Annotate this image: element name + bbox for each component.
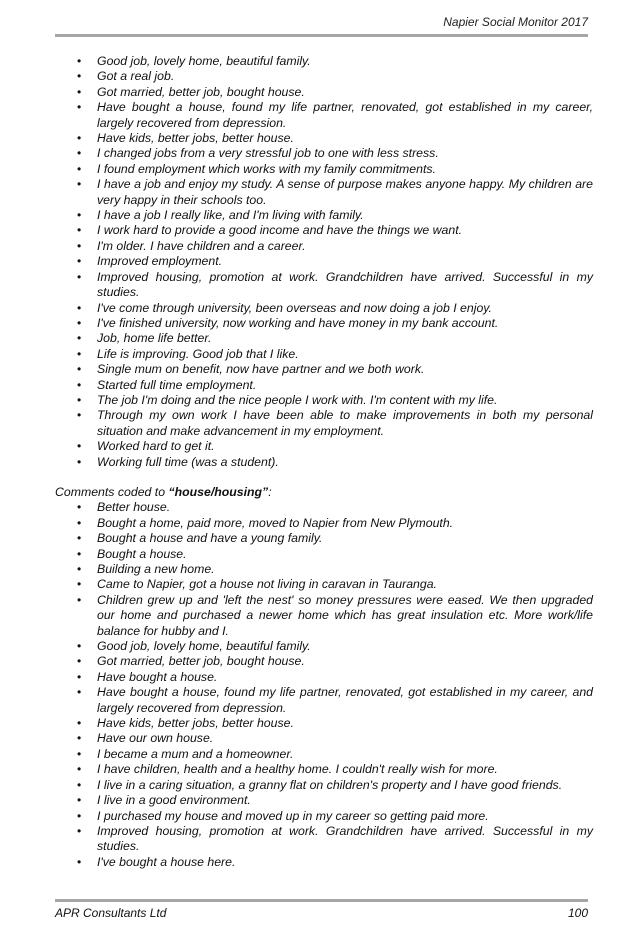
list-item-text: Came to Napier, got a house not living in caravan in Tauranga.: [97, 577, 437, 592]
bullet-icon: •: [77, 546, 82, 561]
list-item-text: Building a new home.: [97, 562, 215, 576]
list-item: [55, 500, 593, 515]
bullet-icon: •: [77, 731, 82, 746]
bullet-icon: •: [77, 746, 82, 761]
bullet-icon: •: [77, 808, 82, 823]
list-item: [55, 223, 593, 238]
list-item-text: I have children, health and a healthy home. I couldn't really wish for more.: [97, 762, 498, 777]
bullet-icon: •: [77, 793, 82, 808]
list-item-text: The job I'm doing and the nice people I work with. I'm content with my life.: [97, 392, 498, 407]
list-item-text: Bought a house and have a young family.: [97, 531, 323, 546]
section-heading-keyword: “house/housing”: [168, 484, 269, 499]
bullet-icon: •: [77, 84, 82, 99]
list-item-text: I found employment which works with my family commitments.: [97, 161, 436, 176]
bullet-icon: •: [77, 669, 82, 684]
bullet-icon: •: [77, 100, 82, 115]
bullet-icon: •: [77, 131, 82, 146]
bullet-icon: •: [77, 177, 82, 192]
list-item: [55, 301, 593, 316]
list-item: [55, 577, 593, 592]
list-item-text: Improved employment.: [97, 254, 223, 269]
bullet-icon: •: [77, 269, 82, 284]
bullet-icon: •: [77, 346, 82, 361]
header-title: Napier Social Monitor 2017: [443, 15, 588, 29]
list-item-text: Have kids, better jobs, better house.: [97, 131, 294, 146]
section-heading-suffix: :: [268, 484, 272, 499]
section-heading-housing: [55, 485, 593, 500]
comments-list-employment: [55, 54, 593, 470]
list-item-text: Got married, better job, bought house.: [97, 654, 305, 669]
list-item: [55, 685, 593, 716]
list-item-text: I live in a good environment.: [97, 793, 251, 808]
bullet-icon: •: [77, 762, 82, 777]
list-item: [55, 562, 593, 577]
list-item-text: Have bought a house, found my life partner, renovated, got established in my career, largely recovered from depression.: [97, 100, 593, 130]
list-item: [55, 69, 593, 84]
list-item-text: Have bought a house, found my life partner, renovated, got established in my career, and largely recovered from depression.: [97, 685, 593, 715]
list-item: [55, 177, 593, 208]
list-item-text: Have kids, better jobs, better house.: [97, 716, 294, 731]
list-item: [55, 54, 593, 69]
bullet-icon: •: [77, 254, 82, 269]
list-item: [55, 670, 593, 685]
bullet-icon: •: [77, 208, 82, 223]
bullet-icon: •: [77, 500, 82, 515]
bullet-icon: •: [77, 562, 82, 576]
list-item: [55, 531, 593, 546]
bullet-icon: •: [77, 223, 82, 238]
bullet-icon: •: [77, 454, 82, 469]
list-item: [55, 778, 593, 793]
list-item: [55, 85, 593, 100]
list-item: [55, 100, 593, 131]
list-item: [55, 855, 593, 870]
list-item-text: Good job, lovely home, beautiful family.: [97, 54, 311, 68]
bullet-icon: •: [77, 639, 82, 654]
list-item: [55, 254, 593, 269]
bullet-icon: •: [77, 300, 82, 315]
list-item-text: I changed jobs from a very stressful job to one with less stress.: [97, 146, 439, 161]
list-item-text: Bought a house.: [97, 546, 187, 561]
bullet-icon: •: [77, 592, 82, 607]
bullet-icon: •: [77, 146, 82, 161]
list-item-text: I have a job I really like, and I'm living with family.: [97, 208, 364, 223]
list-item: [55, 639, 593, 654]
list-item-text: I work hard to provide a good income and have the things we want.: [97, 223, 463, 238]
list-item-text: Single mum on benefit, now have partner and we both work.: [97, 362, 425, 377]
list-item: [55, 316, 593, 331]
list-item-text: I live in a caring situation, a granny flat on children's property and I have good friends.: [97, 777, 563, 792]
list-item: [55, 547, 593, 562]
bullet-icon: •: [77, 577, 82, 592]
list-item-text: I've finished university, now working and have money in my bank account.: [97, 315, 499, 330]
list-item: [55, 716, 593, 731]
list-item-text: Through my own work I have been able to make improvements in both my personal situation and make advancement in my employment.: [97, 408, 593, 438]
list-item: [55, 516, 593, 531]
page-content: [55, 54, 593, 870]
bullet-icon: •: [77, 377, 82, 392]
list-item: [55, 239, 593, 254]
list-item: [55, 824, 593, 855]
list-item-text: Job, home life better.: [97, 331, 212, 346]
bullet-icon: •: [77, 331, 82, 346]
list-item: [55, 131, 593, 146]
list-item: [55, 455, 593, 470]
list-item-text: Children grew up and 'left the nest' so money pressures were eased. We then upgraded our home and purchased a newer home which has great insulation etc. More work/life balance for hubby and I.: [97, 592, 593, 638]
bullet-icon: •: [77, 362, 82, 377]
list-item: [55, 762, 593, 777]
list-item: [55, 162, 593, 177]
list-item: [55, 347, 593, 362]
list-item: [55, 331, 593, 346]
bullet-icon: •: [77, 238, 82, 253]
list-item-text: I'm older. I have children and a career.: [97, 238, 306, 253]
page-header: [55, 12, 588, 37]
bullet-icon: •: [77, 777, 82, 792]
list-item: [55, 793, 593, 808]
bullet-icon: •: [77, 439, 82, 454]
bullet-icon: •: [77, 69, 82, 84]
page-footer: [55, 899, 588, 922]
bullet-icon: •: [77, 161, 82, 176]
list-item: [55, 809, 593, 824]
list-item-text: Better house.: [97, 500, 171, 515]
list-item-text: Got a real job.: [97, 69, 175, 84]
list-item: [55, 378, 593, 393]
list-item: [55, 593, 593, 639]
list-item: [55, 408, 593, 439]
list-item-text: I've come through university, been overseas and now doing a job I enjoy.: [97, 300, 492, 315]
list-item-text: I have a job and enjoy my study. A sense of purpose makes anyone happy. My children are very happy in their schools too.: [97, 177, 593, 207]
bullet-icon: •: [77, 823, 82, 838]
list-item-text: Have our own house.: [97, 731, 214, 746]
list-item: [55, 208, 593, 223]
bullet-icon: •: [77, 54, 82, 68]
list-item-text: Improved housing, promotion at work. Grandchildren have arrived. Successful in my studies.: [97, 269, 593, 300]
bullet-icon: •: [77, 515, 82, 530]
list-item-text: Started full time employment.: [97, 377, 257, 392]
section-heading-prefix: Comments coded to: [55, 484, 169, 499]
list-item: [55, 146, 593, 161]
footer-company: APR Consultants Ltd: [55, 906, 167, 920]
bullet-icon: •: [77, 685, 82, 700]
list-item-text: Working full time (was a student).: [97, 454, 279, 469]
list-item: [55, 747, 593, 762]
list-item-text: Improved housing, promotion at work. Grandchildren have arrived. Successful in my studies.: [97, 823, 593, 854]
list-item: [55, 439, 593, 454]
list-item: [55, 362, 593, 377]
bullet-icon: •: [77, 716, 82, 731]
bullet-icon: •: [77, 854, 82, 869]
bullet-icon: •: [77, 315, 82, 330]
list-item-text: Have bought a house.: [97, 669, 218, 684]
list-item: [55, 654, 593, 669]
list-item-text: Life is improving. Good job that I like.: [97, 346, 299, 361]
list-item: [55, 270, 593, 301]
list-item-text: Got married, better job, bought house.: [97, 84, 305, 99]
list-item-text: I've bought a house here.: [97, 854, 236, 869]
list-item-text: Good job, lovely home, beautiful family.: [97, 639, 311, 654]
page-number: 100: [567, 906, 588, 920]
bullet-icon: •: [77, 531, 82, 546]
list-item-text: Bought a home, paid more, moved to Napier from New Plymouth.: [97, 515, 454, 530]
list-item-text: I became a mum and a homeowner.: [97, 746, 294, 761]
list-item-text: Worked hard to get it.: [97, 439, 215, 454]
list-item-text: I purchased my house and moved up in my career so getting paid more.: [97, 808, 489, 823]
list-item: [55, 731, 593, 746]
bullet-icon: •: [77, 654, 82, 669]
bullet-icon: •: [77, 392, 82, 407]
comments-list-housing: [55, 500, 593, 870]
bullet-icon: •: [77, 408, 82, 423]
list-item: [55, 393, 593, 408]
